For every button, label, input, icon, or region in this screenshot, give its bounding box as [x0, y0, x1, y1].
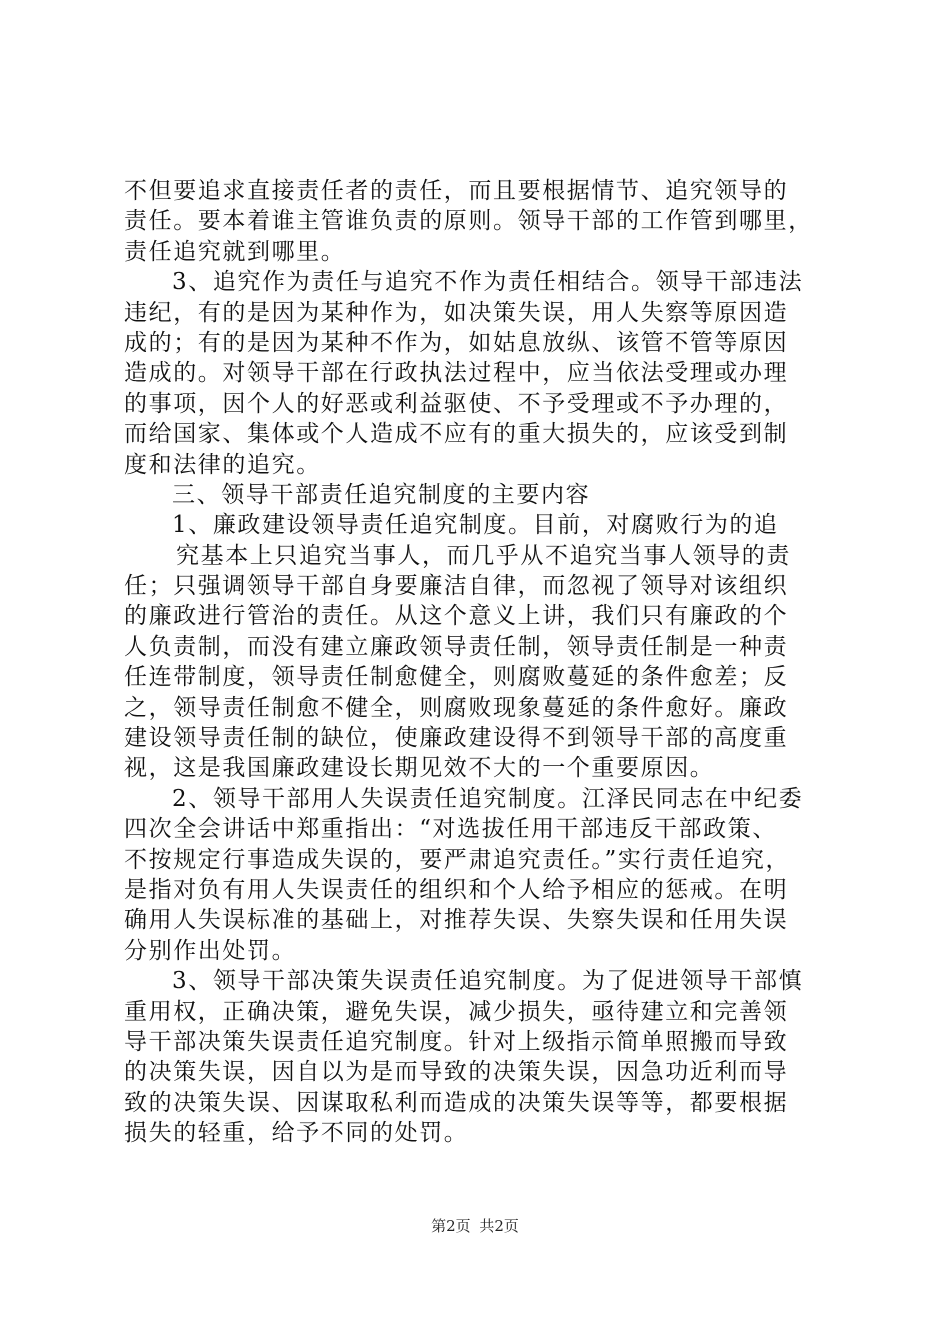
text-line: 分别作出处罚。: [124, 937, 297, 964]
text-line: 人负责制，而没有建立廉政领导责任制，领导责任制是一种责: [124, 633, 789, 660]
text-line: 建设领导责任制的缺位，使廉政建设得不到领导干部的高度重: [124, 725, 789, 752]
paragraph-start-line: 2、领导干部用人失误责任追究制度。江泽民同志在中纪委: [172, 785, 804, 812]
text-line: 之，领导责任制愈不健全，则腐败现象蔓延的条件愈好。廉政: [124, 694, 789, 721]
text-line: 导干部决策失误责任追究制度。针对上级指示简单照搬而导致: [124, 1028, 789, 1055]
text-line: 的决策失误，因自以为是而导致的决策失误，因急功近利而导: [124, 1059, 789, 1086]
text-line: 致的决策失误、因谋取私利而造成的决策失误等等，都要根据: [124, 1089, 789, 1116]
section-heading: 三、领导干部责任追究制度的主要内容: [172, 481, 591, 508]
text-line: 度和法律的追究。: [124, 451, 321, 478]
text-line: 责任。要本着谁主管谁负责的原则。领导干部的工作管到哪里，: [124, 208, 813, 235]
paragraph-start-line: 1、廉政建设领导责任追究制度。目前，对腐败行为的追: [172, 512, 779, 539]
text-line: 视，这是我国廉政建设长期见效不大的一个重要原因。: [124, 755, 715, 782]
text-line: 的廉政进行管治的责任。从这个意义上讲，我们只有廉政的个: [124, 603, 789, 630]
text-line: 四次全会讲话中郑重指出：“对选拔任用干部违反干部政策、: [124, 816, 777, 843]
text-line: 损失的轻重，给予不同的处罚。: [124, 1120, 469, 1147]
page-total: 共2页: [479, 1217, 519, 1235]
text-line: 造成的。对领导干部在行政执法过程中，应当依法受理或办理: [124, 360, 789, 387]
text-line: 的事项，因个人的好恶或利益驱使、不予受理或不予办理的，: [124, 390, 789, 417]
text-line: 而给国家、集体或个人造成不应有的重大损失的，应该受到制: [124, 421, 789, 448]
text-line: 责任追究就到哪里。: [124, 238, 346, 265]
text-line: 不但要追求直接责任者的责任，而且要根据情节、追究领导的: [124, 178, 789, 204]
text-line: 确用人失误标准的基础上，对推荐失误、失察失误和任用失误: [124, 907, 789, 934]
text-line: 任；只强调领导干部自身要廉洁自律，而忽视了领导对该组织: [124, 573, 789, 600]
text-line: 任连带制度，领导责任制愈健全，则腐败蔓延的条件愈差；反: [124, 664, 789, 691]
text-line: 重用权，正确决策，避免失误，减少损失，亟待建立和完善领: [124, 998, 789, 1025]
page-footer: [0, 1216, 950, 1236]
text-line: 是指对负有用人失误责任的组织和个人给予相应的惩戒。在明: [124, 876, 789, 903]
text-line: 不按规定行事造成失误的，要严肃追究责任。”实行责任追究，: [124, 846, 791, 873]
document-body: [124, 176, 828, 1149]
text-line: 成的；有的是因为某种不作为，如姑息放纵、该管不管等原因: [124, 329, 789, 356]
text-line: 究基本上只追究当事人，而几乎从不追究当事人领导的责: [176, 542, 791, 569]
paragraph-start-line: 3、领导干部决策失误责任追究制度。为了促进领导干部慎: [172, 968, 804, 995]
paragraph-start-line: 3、追究作为责任与追究不作为责任相结合。领导干部违法: [172, 269, 804, 296]
page-number: 第2页: [431, 1217, 471, 1235]
text-line: 违纪，有的是因为某种作为，如决策失误，用人失察等原因造: [124, 299, 789, 326]
